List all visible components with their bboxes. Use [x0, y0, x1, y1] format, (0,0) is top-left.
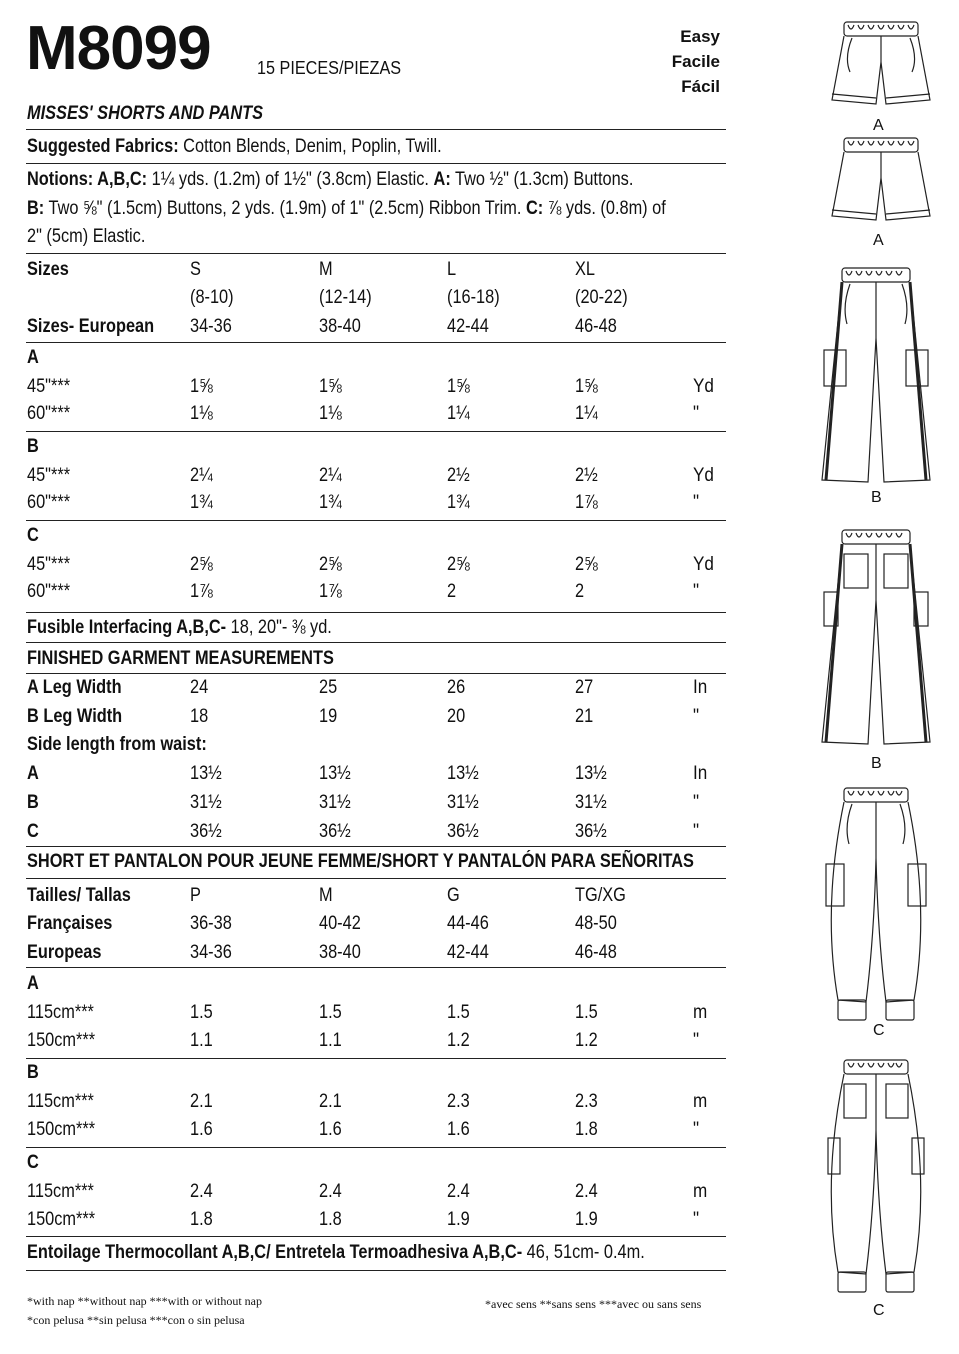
yardage-value: 1.5 — [190, 1002, 213, 1023]
measurement-value: 13½ — [575, 763, 607, 784]
yardage-value: 1.1 — [190, 1030, 213, 1051]
yardage-value: 2.1 — [190, 1091, 213, 1112]
fabric-width: 115cm*** — [27, 1091, 94, 1112]
unit-label: m — [693, 1181, 708, 1202]
view-a-shorts-back-drawing — [826, 138, 936, 234]
notions-value: ⅞ yds. (0.8m) of — [543, 198, 666, 219]
divider — [26, 846, 726, 847]
notions-line-1 — [27, 169, 633, 191]
divider — [26, 673, 726, 674]
unit-label: " — [693, 1030, 700, 1051]
unit-label: Yd — [693, 465, 714, 486]
size-name: TG/XG — [575, 885, 626, 906]
yardage-value: 1.9 — [575, 1209, 598, 1230]
fabric-width: 60"*** — [27, 492, 71, 513]
size-european: 42-44 — [447, 316, 489, 337]
view-b-pants-back-drawing — [816, 530, 936, 748]
size-european: 34-36 — [190, 316, 232, 337]
unit-label: Yd — [693, 376, 714, 397]
fabric-width: 45"*** — [27, 465, 71, 486]
fabric-width: 45"*** — [27, 554, 71, 575]
notions-label: B: — [27, 198, 45, 219]
yardage-value: 1.8 — [319, 1209, 342, 1230]
unit-label: " — [693, 706, 700, 727]
measurement-value: 19 — [319, 706, 338, 727]
divider — [26, 520, 726, 521]
yardage-value: 1.6 — [447, 1119, 470, 1140]
yardage-value: 1.5 — [447, 1002, 470, 1023]
measurement-value: 13½ — [190, 763, 222, 784]
yardage-value: 1.6 — [319, 1119, 342, 1140]
size-europea: 38-40 — [319, 942, 361, 963]
divider — [26, 612, 726, 613]
difficulty-rating — [660, 24, 720, 99]
difficulty-fr: Facile — [671, 52, 720, 71]
fabric-width: 45"*** — [27, 376, 71, 397]
yardage-value: 1⅝ — [575, 376, 598, 397]
view-label: A — [27, 973, 39, 994]
measurement-value: 20 — [447, 706, 466, 727]
yardage-value: 1⅛ — [319, 403, 342, 424]
size-name: M — [319, 259, 333, 280]
yardage-value: 2⅝ — [447, 554, 470, 575]
yardage-value: 2.1 — [319, 1091, 342, 1112]
measurement-value: 36½ — [190, 821, 222, 842]
yardage-value: 2 — [447, 581, 457, 602]
yardage-value: 1¾ — [190, 492, 213, 513]
measurement-value: 36½ — [447, 821, 479, 842]
measurement-value: 31½ — [447, 792, 479, 813]
yardage-value: 2.4 — [190, 1181, 213, 1202]
yardage-value: 2⅝ — [190, 554, 213, 575]
fabric-width: 115cm*** — [27, 1181, 94, 1202]
measurement-value: 31½ — [575, 792, 607, 813]
divider — [26, 878, 726, 879]
yardage-value: 1⅝ — [319, 376, 342, 397]
notions-value: Two ⅝" (1.5cm) Buttons, 2 yds. (1.9m) of 1" (2.5cm) Ribbon Trim. — [44, 198, 526, 219]
size-name: XL — [575, 259, 595, 280]
view-b-pants-front-drawing — [816, 268, 936, 486]
size-name: P — [190, 885, 201, 906]
sizes-european-label: Sizes- European — [27, 316, 155, 337]
view-label: B — [27, 792, 39, 813]
yardage-value: 2¼ — [190, 465, 213, 486]
unit-label: In — [693, 677, 708, 698]
yardage-value: 1.5 — [575, 1002, 598, 1023]
view-label: C — [27, 821, 39, 842]
notions-line-3: 2" (5cm) Elastic. — [27, 226, 146, 247]
yardage-value: 1¾ — [319, 492, 342, 513]
unit-label: " — [693, 1119, 700, 1140]
view-a-shorts-front-drawing — [826, 22, 936, 118]
size-name: L — [447, 259, 457, 280]
notions-label: Notions: A,B,C: — [27, 169, 148, 190]
size-name: G — [447, 885, 460, 906]
yardage-value: 1.8 — [575, 1119, 598, 1140]
view-label: A — [27, 347, 39, 368]
yardage-value: 1.6 — [190, 1119, 213, 1140]
yardage-value: 1.9 — [447, 1209, 470, 1230]
divider — [26, 1147, 726, 1148]
view-label: B — [27, 1062, 39, 1083]
europeas-label: Europeas — [27, 942, 102, 963]
leg-width-label: A Leg Width — [27, 677, 122, 698]
yardage-value: 1⅞ — [190, 581, 213, 602]
size-european: 38-40 — [319, 316, 361, 337]
fabric-width: 150cm*** — [27, 1030, 96, 1051]
view-label: B — [27, 436, 39, 457]
unit-label: Yd — [693, 554, 714, 575]
notions-line-2 — [27, 198, 666, 220]
figure-label: B — [871, 755, 882, 772]
yardage-value: 1⅞ — [575, 492, 598, 513]
measurement-value: 21 — [575, 706, 594, 727]
footnote-es: *con pelusa **sin pelusa ***con o sin pelusa — [27, 1313, 245, 1327]
interfacing-value: 18, 20"- ⅜ yd. — [226, 617, 332, 638]
figure-label: B — [871, 489, 882, 506]
notions-value: 1¼ yds. (1.2m) of 1½" (3.8cm) Elastic. — [147, 169, 434, 190]
fabric-width: 150cm*** — [27, 1119, 96, 1140]
size-range: (12-14) — [319, 287, 372, 308]
figure-label: A — [873, 117, 884, 134]
unit-label: " — [693, 581, 700, 602]
yardage-value: 1¼ — [575, 403, 598, 424]
measurement-value: 36½ — [319, 821, 351, 842]
notions-value: Two ½" (1.3cm) Buttons. — [450, 169, 634, 190]
fabrics-value: Cotton Blends, Denim, Poplin, Twill. — [178, 136, 442, 157]
suggested-fabrics — [27, 136, 442, 158]
divider — [26, 431, 726, 432]
yardage-value: 2⅝ — [319, 554, 342, 575]
fabric-width: 60"*** — [27, 581, 71, 602]
divider — [26, 642, 726, 643]
measurement-value: 24 — [190, 677, 209, 698]
measurement-value: 13½ — [447, 763, 479, 784]
measurement-value: 25 — [319, 677, 338, 698]
divider — [26, 129, 726, 130]
measurement-value: 13½ — [319, 763, 351, 784]
side-length-label: Side length from waist: — [27, 734, 207, 755]
size-european: 46-48 — [575, 316, 617, 337]
size-range: (16-18) — [447, 287, 500, 308]
yardage-value: 1.5 — [319, 1002, 342, 1023]
fabric-width: 60"*** — [27, 403, 71, 424]
metric-interfacing-value: 46, 51cm- 0.4m. — [522, 1242, 645, 1263]
fabric-width: 115cm*** — [27, 1002, 94, 1023]
unit-label: " — [693, 821, 700, 842]
fabrics-label: Suggested Fabrics: — [27, 136, 179, 157]
divider — [26, 253, 726, 254]
finished-measurements-title: FINISHED GARMENT MEASUREMENTS — [27, 648, 334, 669]
footnote-en: *with nap **without nap ***with or without nap — [27, 1294, 262, 1308]
yardage-value: 1.2 — [447, 1030, 470, 1051]
yardage-value: 2.4 — [447, 1181, 470, 1202]
figure-label: A — [873, 232, 884, 249]
view-label: A — [27, 763, 39, 784]
yardage-value: 1.1 — [319, 1030, 342, 1051]
tailles-label: Tailles/ Tallas — [27, 885, 131, 906]
yardage-value: 1¼ — [447, 403, 470, 424]
view-c-pants-front-drawing — [818, 788, 934, 1022]
measurement-value: 27 — [575, 677, 594, 698]
unit-label: m — [693, 1002, 708, 1023]
view-c-pants-back-drawing — [818, 1060, 934, 1294]
metric-interfacing-label: Entoilage Thermocollant A,B,C/ Entretela Termoadhesiva A,B,C- — [27, 1242, 523, 1263]
view-label: C — [27, 525, 39, 546]
pieces-count: 15 PIECES/PIEZAS — [257, 58, 402, 78]
divider — [26, 1058, 726, 1059]
size-name: S — [190, 259, 201, 280]
yardage-value: 2⅝ — [575, 554, 598, 575]
fabric-width: 150cm*** — [27, 1209, 96, 1230]
size-francaise: 44-46 — [447, 913, 489, 934]
metric-title: SHORT ET PANTALON POUR JEUNE FEMME/SHORT Y PANTALÓN PARA SEÑORITAS — [27, 851, 694, 872]
divider — [26, 1270, 726, 1271]
size-europea: 42-44 — [447, 942, 489, 963]
view-label: C — [27, 1152, 39, 1173]
footnote-fr: *avec sens **sans sens ***avec ou sans sens — [485, 1297, 702, 1311]
measurement-value: 26 — [447, 677, 466, 698]
yardage-value: 2.4 — [575, 1181, 598, 1202]
unit-label: " — [693, 1209, 700, 1230]
yardage-value: 1.8 — [190, 1209, 213, 1230]
unit-label: " — [693, 492, 700, 513]
pattern-number: M8099 — [26, 14, 211, 83]
yardage-value: 1¾ — [447, 492, 470, 513]
yardage-value: 2½ — [447, 465, 470, 486]
difficulty-en: Easy — [680, 27, 720, 46]
pattern-title: MISSES' SHORTS AND PANTS — [27, 103, 264, 124]
leg-width-label: B Leg Width — [27, 706, 123, 727]
yardage-value: 2½ — [575, 465, 598, 486]
unit-label: m — [693, 1091, 708, 1112]
yardage-value: 2.3 — [575, 1091, 598, 1112]
unit-label: " — [693, 792, 700, 813]
francaises-label: Françaises — [27, 913, 113, 934]
yardage-value: 2 — [575, 581, 585, 602]
metric-interfacing — [27, 1242, 645, 1264]
yardage-value: 1⅞ — [319, 581, 342, 602]
interfacing-label: Fusible Interfacing A,B,C- — [27, 617, 227, 638]
divider — [26, 163, 726, 164]
yardage-value: 2.3 — [447, 1091, 470, 1112]
measurement-value: 18 — [190, 706, 209, 727]
size-europea: 46-48 — [575, 942, 617, 963]
sizes-label: Sizes — [27, 259, 69, 280]
notions-label: C: — [525, 198, 544, 219]
size-name: M — [319, 885, 333, 906]
fusible-interfacing — [27, 617, 332, 639]
yardage-value: 1⅛ — [190, 403, 213, 424]
figure-label: C — [873, 1022, 885, 1039]
size-range: (20-22) — [575, 287, 628, 308]
measurement-value: 31½ — [319, 792, 351, 813]
divider — [26, 1236, 726, 1237]
notions-label: A: — [433, 169, 451, 190]
size-range: (8-10) — [190, 287, 234, 308]
yardage-value: 2¼ — [319, 465, 342, 486]
yardage-value: 1.2 — [575, 1030, 598, 1051]
size-francaise: 48-50 — [575, 913, 617, 934]
divider — [26, 967, 726, 968]
yardage-value: 1⅝ — [190, 376, 213, 397]
unit-label: In — [693, 763, 708, 784]
figure-label: C — [873, 1302, 885, 1319]
unit-label: " — [693, 403, 700, 424]
difficulty-es: Fácil — [681, 77, 720, 96]
measurement-value: 31½ — [190, 792, 222, 813]
yardage-value: 2.4 — [319, 1181, 342, 1202]
measurement-value: 36½ — [575, 821, 607, 842]
size-europea: 34-36 — [190, 942, 232, 963]
yardage-value: 1⅝ — [447, 376, 470, 397]
size-francaise: 36-38 — [190, 913, 232, 934]
divider — [26, 342, 726, 343]
size-francaise: 40-42 — [319, 913, 361, 934]
